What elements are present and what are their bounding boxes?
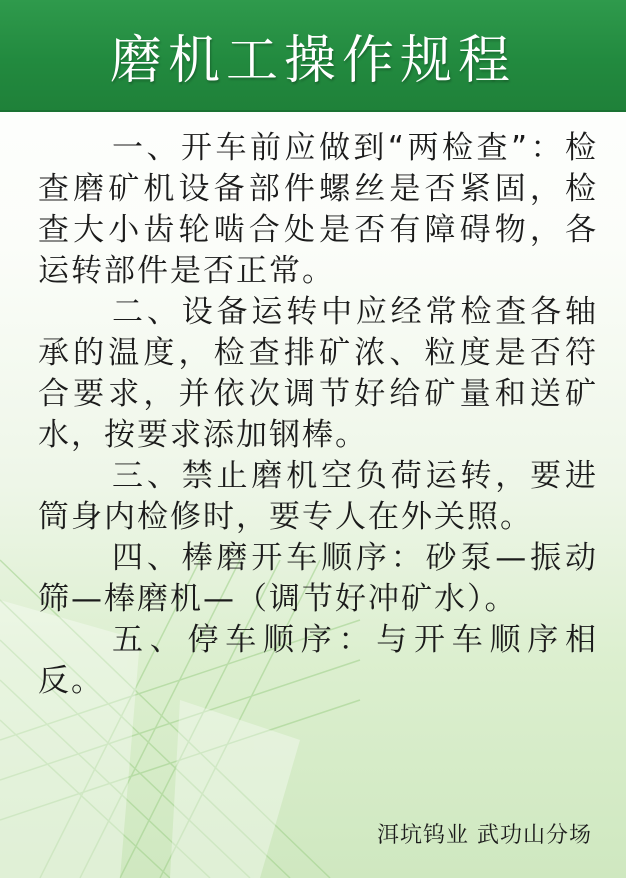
page-title: 磨机工操作规程 — [109, 30, 516, 91]
header-banner — [0, 0, 626, 112]
regulation-item-2: 二、设备运转中应经常检查各轴承的温度，检查排矿浓、粒度是否符合要求，并依次调节好给矿量和送矿水，按要求添加钢棒。 — [38, 294, 598, 453]
regulation-item-1: 一、开车前应做到“两检查”：检查磨矿机设备部件螺丝是否紧固，检查大小齿轮啮合处是否有障碍物，各运转部件是否正常。 — [38, 130, 598, 289]
regulation-item-5: 五、停车顺序：与开车顺序相反。 — [38, 622, 598, 699]
organization-signature: 洱坑钨业 武功山分场 — [377, 823, 592, 848]
regulation-item-3: 三、禁止磨机空负荷运转，要进筒身内检修时，要专人在外关照。 — [38, 458, 598, 535]
regulation-item-4: 四、棒磨开车顺序：砂泵—振动筛—棒磨机—（调节好冲矿水）。 — [38, 540, 598, 617]
regulation-body — [38, 128, 598, 702]
